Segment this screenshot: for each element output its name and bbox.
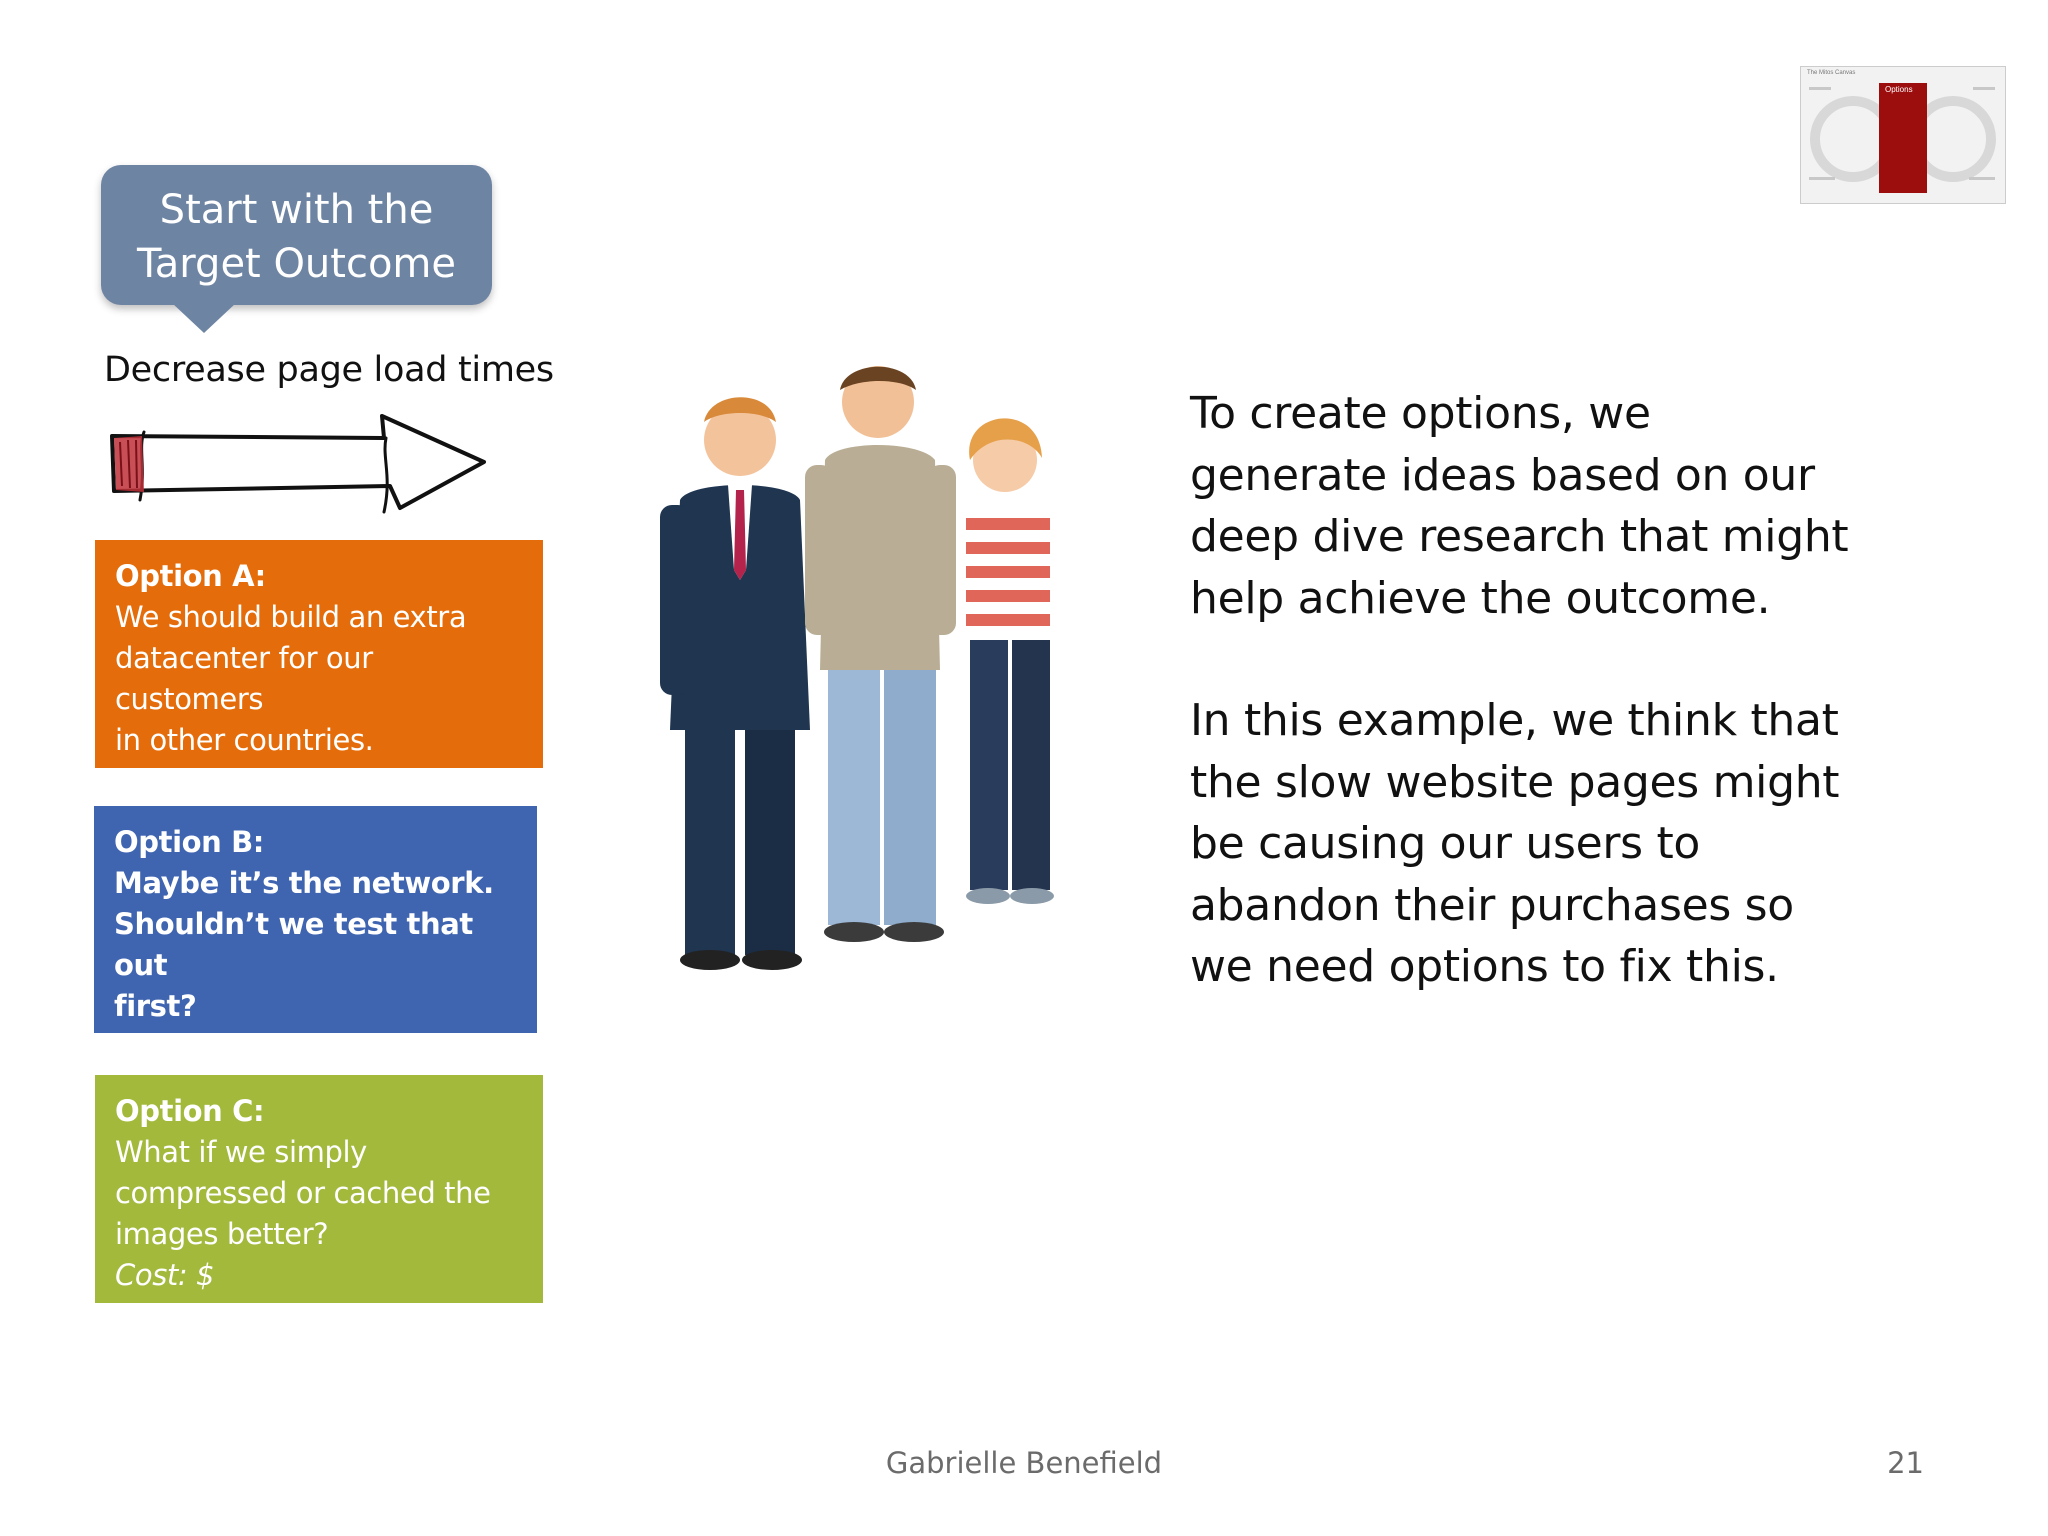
para1-line-4: help achieve the outcome. — [1190, 572, 1771, 624]
option-b-card — [94, 806, 537, 1064]
para2-line-5: we need options to fix this. — [1190, 941, 1779, 992]
para2-line-4: abandon their purchases so — [1190, 879, 1794, 931]
para2-line-1: In this example, we think that — [1190, 695, 1839, 746]
thumbnail-options-label: Options — [1885, 85, 1913, 94]
option-b-cost: Cost: $$ — [114, 1030, 246, 1064]
callout-line-1: Start with the — [159, 187, 434, 233]
option-a-line-2: datacenter for our customers — [115, 641, 373, 716]
footer-author: Gabrielle Benefield — [885, 1446, 1163, 1480]
option-b-heading: Option B: — [114, 825, 264, 859]
target-outcome-callout — [101, 165, 492, 305]
person-striped — [964, 418, 1054, 904]
canvas-thumbnail — [1800, 66, 2006, 204]
option-c-line-3: images better? — [115, 1217, 329, 1251]
page-number: 21 — [1887, 1446, 1924, 1480]
option-b-line-3: first? — [114, 989, 197, 1023]
para2-line-3: be causing our users to — [1190, 818, 1701, 869]
thumbnail-options-column — [1879, 83, 1927, 193]
para2-line-2: the slow website pages might — [1190, 756, 1840, 808]
para1-line-3: deep dive research that might — [1190, 511, 1849, 562]
option-c-line-2: compressed or cached the — [115, 1176, 491, 1210]
callout-tail — [172, 303, 236, 333]
option-c-cost: Cost: $ — [115, 1258, 215, 1292]
explanation-text — [1190, 383, 1850, 998]
option-a-line-1: We should build an extra — [115, 600, 467, 634]
option-a-cost: Cost: $$$ — [115, 764, 251, 798]
option-a-line-3: in other countries. — [115, 723, 374, 757]
option-c-heading: Option C: — [115, 1094, 265, 1128]
option-a-heading: Option A: — [115, 559, 266, 593]
para1-line-1: To create options, we — [1190, 388, 1651, 439]
option-c-card — [95, 1075, 543, 1303]
callout-text — [101, 183, 492, 291]
callout-line-2: Target Outcome — [136, 241, 457, 287]
paragraph-gap — [1190, 629, 1850, 690]
option-a-card — [95, 540, 543, 798]
arrow-icon — [104, 408, 494, 518]
option-c-line-1: What if we simply — [115, 1135, 367, 1169]
para1-line-2: generate ideas based on our — [1190, 449, 1815, 501]
option-b-line-2: Shouldn’t we test that out — [114, 907, 473, 982]
team-illustration — [600, 340, 1100, 980]
person-casual — [805, 366, 956, 942]
person-suit — [660, 397, 810, 970]
option-b-line-1: Maybe it’s the network. — [114, 866, 494, 900]
target-outcome-text: Decrease page load times — [104, 350, 554, 390]
thumbnail-title: The Mitos Canvas — [1807, 70, 1856, 76]
